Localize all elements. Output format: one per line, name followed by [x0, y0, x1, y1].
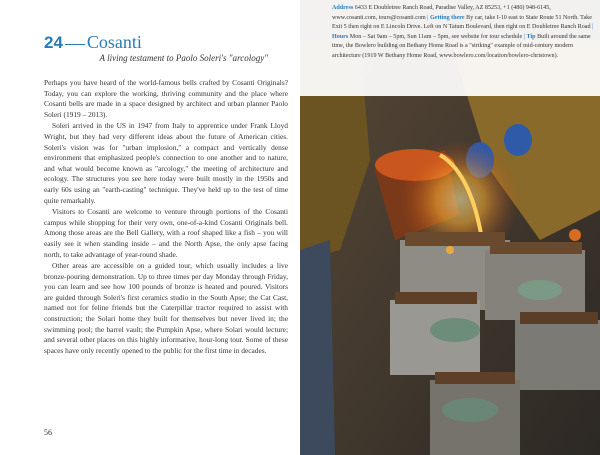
separator: | [523, 33, 525, 40]
heading-rule [65, 44, 85, 45]
chapter-title: Cosanti [86, 32, 142, 52]
info-box [300, 0, 600, 96]
address-label: Address [332, 5, 354, 11]
tip-label: Tip [526, 33, 536, 40]
body-text [44, 78, 288, 357]
hours-text: Mon – Sat 9am – 5pm, Sun 11am – 5pm, see website for tour schedule [349, 33, 523, 40]
paragraph: Soleri arrived in the US in 1947 from Italy to apprentice under Frank Lloyd Wright, but they had very different ideas about the future of American cities. Soleri's vision was for "urban implosion," a compact and vertically dense environment that emphasized people's connection to one another and to nature, and what would become known as "arcology," the meeting of architecture and ecology. The structures you see here today were built mostly in the 1950s and early 60s using an "earth-casting" technique. They've held up to the test of time quite remarkably. [44, 121, 288, 205]
getting-there-text: By car, take I-10 east to State Route 51 North. Take Exit 5 then right on E Lincoln Drive. Left on N Tatum Boulevard, then right on E Doubletree Ranch Road [332, 14, 592, 31]
paragraph: Other areas are accessible on a guided tour, which usually includes a live bronze-pouring demonstration. Up to three times per day Monday through Friday, you can learn and see how 100 pounds of bronze is heated and poured. Visitors are guided through Soleri's first ceramics studio in the South Apse; the Cat Cast, named not for feline friends but the Caterpillar tractor required to assist with construction; the Solari home they built for themselves but never lived in; the swimming pool; the barrel vault; the Pumpkin Apse, where Solari would lecture; and several other places on this highly informative, hour-long tour. Some of these spaces have only recently opened to the public for the first time in decades. [44, 261, 288, 355]
separator: | [427, 14, 429, 21]
getting-there-label: Getting there [430, 14, 465, 21]
address-text: 6433 E Doubletree Ranch Road, Paradise Valley, AZ 85253, +1 (480) 948-6145, www.cosanti.com, tours@cosanti.com [332, 5, 551, 21]
chapter-subtitle: A living testament to Paolo Soleri's "arcology" [99, 53, 268, 63]
paragraph: Perhaps you have heard of the world-famous bells crafted by Cosanti Originals? Today, you can explore the working, thriving community and the place where Cosanti bells are made in a space designed by architect and urban planner Paolo Soleri (1919 – 2013). [44, 78, 288, 119]
chapter-heading [44, 32, 284, 53]
page-number: 56 [44, 428, 52, 437]
hours-label: Hours [332, 33, 349, 40]
separator: | [592, 24, 594, 31]
info-text [332, 4, 594, 62]
right-page [300, 0, 600, 455]
paragraph: Visitors to Cosanti are welcome to venture through portions of the Cosanti campus while shopping for their very own, one-of-a-kind Cosanti Originals bell. Among those areas are the Bell Gallery, with a roof shaped like a fish – you will easily see it when standing inside – and the North Apse, the only apse facing north, to take advantage of year-round shade. [44, 207, 288, 259]
tip-text: Built around the same time, the Bowlero building on Bethany Home Road is a "striking" example of mid-century modern architecture (1919 W Bethany Home Road, www.bowlero.com/location/bowlero-christown). [332, 33, 591, 59]
chapter-number: 24 [44, 33, 63, 52]
